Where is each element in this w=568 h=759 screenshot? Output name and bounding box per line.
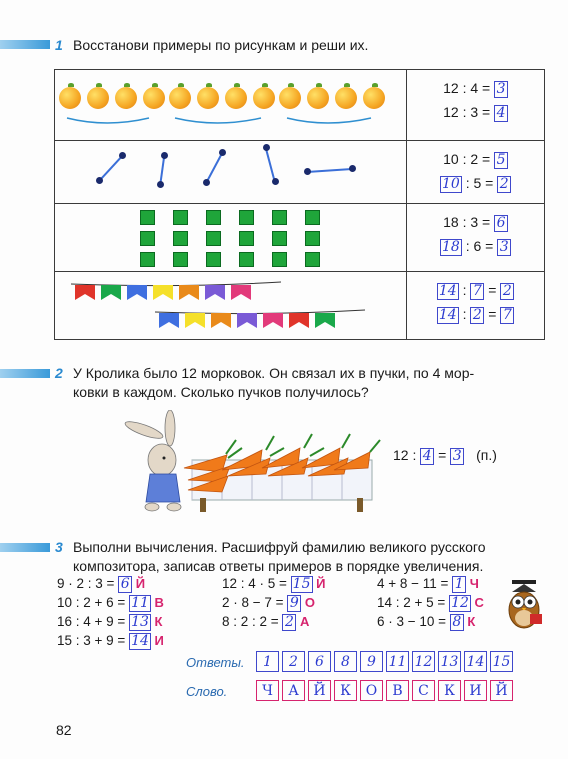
calc-item bbox=[222, 595, 315, 612]
exercise-3-number: 3 bbox=[55, 539, 63, 555]
exercise-3-line-2: композитора, записав ответы примеров в порядке увеличения. bbox=[73, 558, 484, 574]
word-letter-cell[interactable]: Й bbox=[490, 680, 513, 701]
answer-box[interactable]: 2 bbox=[500, 283, 514, 300]
eq-unit: (п.) bbox=[476, 447, 497, 463]
row-1-equations bbox=[407, 70, 545, 141]
calc-item bbox=[222, 614, 309, 631]
word-letter-cell[interactable]: И bbox=[464, 680, 487, 701]
answer-box[interactable]: 4 bbox=[494, 105, 508, 122]
calc-expression: 12 : 4 · 5 = bbox=[222, 576, 291, 592]
answer-box-result[interactable]: 3 bbox=[450, 448, 464, 465]
calc-item bbox=[377, 595, 484, 612]
calc-letter: К bbox=[150, 614, 163, 630]
exercise-tab-marker bbox=[0, 543, 50, 552]
green-square bbox=[140, 252, 155, 267]
calc-expression: 8 : 2 : 2 = bbox=[222, 614, 283, 630]
eq-equals: = bbox=[438, 447, 447, 463]
stick-endpoint bbox=[203, 179, 210, 186]
stick-endpoint bbox=[96, 177, 103, 184]
flag-garlands bbox=[55, 272, 408, 340]
word-letter-cell[interactable]: Й bbox=[308, 680, 331, 701]
equation-text: : bbox=[458, 306, 471, 322]
answer-cell[interactable]: 1 bbox=[256, 651, 279, 672]
equation-text: : 6 = bbox=[461, 238, 498, 254]
equation-line bbox=[407, 282, 544, 300]
answer-box-divisor[interactable]: 4 bbox=[420, 448, 434, 465]
stick-endpoint bbox=[349, 165, 356, 172]
calc-letter: И bbox=[150, 633, 164, 649]
answer-cell[interactable]: 11 bbox=[386, 651, 409, 672]
calc-expression: 2 · 8 − 7 = bbox=[222, 595, 288, 611]
stick-endpoint bbox=[157, 181, 164, 188]
bunting-flag bbox=[315, 313, 335, 328]
word-label: Слово. bbox=[186, 684, 228, 699]
word-letter-cell[interactable]: О bbox=[360, 680, 383, 701]
word-letter-cell[interactable]: В bbox=[386, 680, 409, 701]
answer-box[interactable]: 10 bbox=[442, 175, 460, 192]
bunting-flag bbox=[205, 285, 225, 300]
bunting-flag bbox=[263, 313, 283, 328]
calc-answer-box[interactable]: 6 bbox=[118, 576, 132, 593]
calc-item bbox=[57, 576, 145, 593]
bunting-flag bbox=[231, 285, 251, 300]
bunting-flag bbox=[211, 313, 231, 328]
green-square bbox=[206, 252, 221, 267]
answer-box[interactable]: 7 bbox=[470, 283, 484, 300]
calc-expression: 16 : 4 + 9 = bbox=[57, 614, 130, 630]
calc-item bbox=[377, 576, 479, 593]
green-square bbox=[239, 210, 254, 225]
calc-expression: 9 · 2 : 3 = bbox=[57, 576, 119, 592]
exercise-2-number: 2 bbox=[55, 365, 63, 381]
calc-answer-box[interactable]: 2 bbox=[282, 614, 296, 631]
calc-item bbox=[57, 595, 164, 612]
owl-illustration bbox=[504, 578, 548, 634]
calc-answer-box[interactable]: 15 bbox=[292, 576, 311, 592]
exercise-2-equation bbox=[393, 447, 497, 465]
calc-letter: Й bbox=[312, 576, 326, 592]
calc-item bbox=[57, 633, 164, 650]
calc-answer-box[interactable]: 1 bbox=[452, 576, 466, 593]
stick-endpoint bbox=[161, 152, 168, 159]
equation-text: 12 : 4 = bbox=[443, 80, 495, 96]
equation-text: : 5 = bbox=[461, 175, 498, 191]
answer-cell[interactable]: 15 bbox=[490, 651, 513, 672]
rabbit-carrots-illustration bbox=[122, 410, 382, 520]
exercise-2-line-1: У Кролика было 12 морковок. Он связал их в пучки, по 4 мор- bbox=[73, 365, 475, 381]
green-square bbox=[206, 210, 221, 225]
word-letter-cell[interactable]: А bbox=[282, 680, 305, 701]
green-square bbox=[272, 252, 287, 267]
answer-cell[interactable]: 14 bbox=[464, 651, 487, 672]
answer-box[interactable]: 6 bbox=[494, 215, 508, 232]
word-letter-cell[interactable]: К bbox=[438, 680, 461, 701]
calc-expression: 4 + 8 − 11 = bbox=[377, 576, 453, 592]
exercise-tab-marker bbox=[0, 40, 50, 49]
answer-cell[interactable]: 2 bbox=[282, 651, 305, 672]
exercise-2-line-2: ковки в каждом. Сколько пучков получилось? bbox=[73, 384, 369, 400]
equation-text: 10 : 2 = bbox=[443, 151, 495, 167]
answers-label: Ответы. bbox=[186, 655, 245, 670]
green-square bbox=[239, 252, 254, 267]
green-square bbox=[173, 252, 188, 267]
bunting-flag bbox=[101, 285, 121, 300]
green-square bbox=[173, 210, 188, 225]
equation-text: 12 : 3 = bbox=[443, 104, 495, 120]
calc-item bbox=[222, 576, 325, 593]
calc-letter: В bbox=[150, 595, 164, 611]
sticks-picture bbox=[55, 141, 407, 204]
calc-answer-box[interactable]: 13 bbox=[131, 614, 149, 630]
bunting-flag bbox=[237, 313, 257, 328]
stick-endpoint bbox=[219, 149, 226, 156]
stick-endpoint bbox=[304, 168, 311, 175]
calc-expression: 6 · 3 − 10 = bbox=[377, 614, 450, 630]
apples-picture bbox=[55, 70, 407, 141]
exercise-1-text: Восстанови примеры по рисункам и реши их. bbox=[73, 37, 369, 53]
equation-text: 18 : 3 = bbox=[443, 214, 495, 230]
calc-letter: К bbox=[463, 614, 476, 630]
answer-box[interactable]: 14 bbox=[438, 306, 457, 323]
exercise-1-number: 1 bbox=[55, 37, 63, 53]
bunting-flag bbox=[159, 313, 179, 328]
answer-cell[interactable]: 13 bbox=[438, 651, 461, 672]
answer-box[interactable]: 3 bbox=[494, 81, 508, 98]
stick-segment bbox=[265, 148, 275, 182]
calc-letter: О bbox=[301, 595, 316, 611]
answer-box[interactable]: 18 bbox=[442, 238, 460, 255]
calc-expression: 10 : 2 + 6 = bbox=[57, 595, 130, 611]
calc-answer-box[interactable]: 14 bbox=[131, 633, 149, 649]
row-4-equations bbox=[407, 272, 545, 340]
green-square bbox=[239, 231, 254, 246]
answer-cell[interactable]: 6 bbox=[308, 651, 331, 672]
green-square bbox=[305, 252, 320, 267]
equation-text: : bbox=[458, 282, 471, 298]
bunting-flag bbox=[127, 285, 147, 300]
green-square bbox=[140, 231, 155, 246]
answer-box[interactable]: 2 bbox=[497, 176, 511, 193]
bunting-flag bbox=[75, 285, 95, 300]
row-3-equations bbox=[407, 204, 545, 272]
green-square bbox=[305, 210, 320, 225]
equation-line bbox=[407, 151, 544, 169]
row-2-equations bbox=[407, 141, 545, 204]
green-square bbox=[272, 231, 287, 246]
stick-endpoint bbox=[119, 152, 126, 159]
calc-expression: 14 : 2 + 5 = bbox=[377, 595, 450, 611]
equation-line bbox=[407, 80, 544, 98]
equation-line bbox=[407, 175, 544, 193]
page-number: 82 bbox=[56, 722, 72, 738]
calc-item bbox=[377, 614, 475, 631]
equation-line bbox=[407, 104, 544, 122]
bunting-flag bbox=[185, 313, 205, 328]
bunting-flag bbox=[289, 313, 309, 328]
word-letter-cell[interactable]: С bbox=[412, 680, 435, 701]
eq-dividend: 12 : bbox=[393, 447, 417, 463]
word-letter-cell[interactable]: К bbox=[334, 680, 357, 701]
green-square bbox=[140, 210, 155, 225]
answer-cell[interactable]: 9 bbox=[360, 651, 383, 672]
calc-letter: Й bbox=[132, 576, 146, 592]
green-square bbox=[305, 231, 320, 246]
answer-box[interactable]: 14 bbox=[438, 282, 457, 299]
exercise-3-line-1: Выполни вычисления. Расшифруй фамилию великого русского bbox=[73, 539, 486, 555]
calc-expression: 15 : 3 + 9 = bbox=[57, 633, 130, 649]
equation-line bbox=[407, 214, 544, 232]
stick-endpoint bbox=[263, 144, 270, 151]
calc-letter: Ч bbox=[466, 576, 479, 592]
calc-answer-box[interactable]: 11 bbox=[131, 595, 149, 611]
calc-answer-box[interactable]: 9 bbox=[287, 595, 301, 612]
green-square bbox=[272, 210, 287, 225]
squares-picture bbox=[55, 204, 407, 272]
answer-cell[interactable]: 12 bbox=[412, 651, 435, 672]
answer-box[interactable]: 5 bbox=[494, 152, 508, 169]
apple-group-arcs bbox=[55, 70, 408, 141]
flags-picture bbox=[55, 272, 407, 340]
calc-answer-box[interactable]: 8 bbox=[450, 614, 464, 631]
answer-box[interactable]: 3 bbox=[497, 239, 511, 256]
calc-letter: А bbox=[296, 614, 310, 630]
equation-text: = bbox=[484, 306, 501, 322]
stick-segment bbox=[307, 168, 352, 172]
green-square bbox=[206, 231, 221, 246]
word-letter-cell[interactable]: Ч bbox=[256, 680, 279, 701]
answer-box[interactable]: 2 bbox=[470, 307, 484, 324]
bunting-flag bbox=[179, 285, 199, 300]
green-square bbox=[173, 231, 188, 246]
equation-line bbox=[407, 306, 544, 324]
exercise-1-table bbox=[54, 69, 545, 340]
calc-item bbox=[57, 614, 162, 631]
calc-letter: С bbox=[470, 595, 484, 611]
calc-answer-box[interactable]: 12 bbox=[451, 595, 469, 611]
stick-endpoint bbox=[272, 178, 279, 185]
exercise-tab-marker bbox=[0, 369, 50, 378]
bunting-flag bbox=[153, 285, 173, 300]
equation-line bbox=[407, 238, 544, 256]
answer-cell[interactable]: 8 bbox=[334, 651, 357, 672]
answer-box[interactable]: 7 bbox=[500, 307, 514, 324]
equation-text: = bbox=[484, 282, 501, 298]
